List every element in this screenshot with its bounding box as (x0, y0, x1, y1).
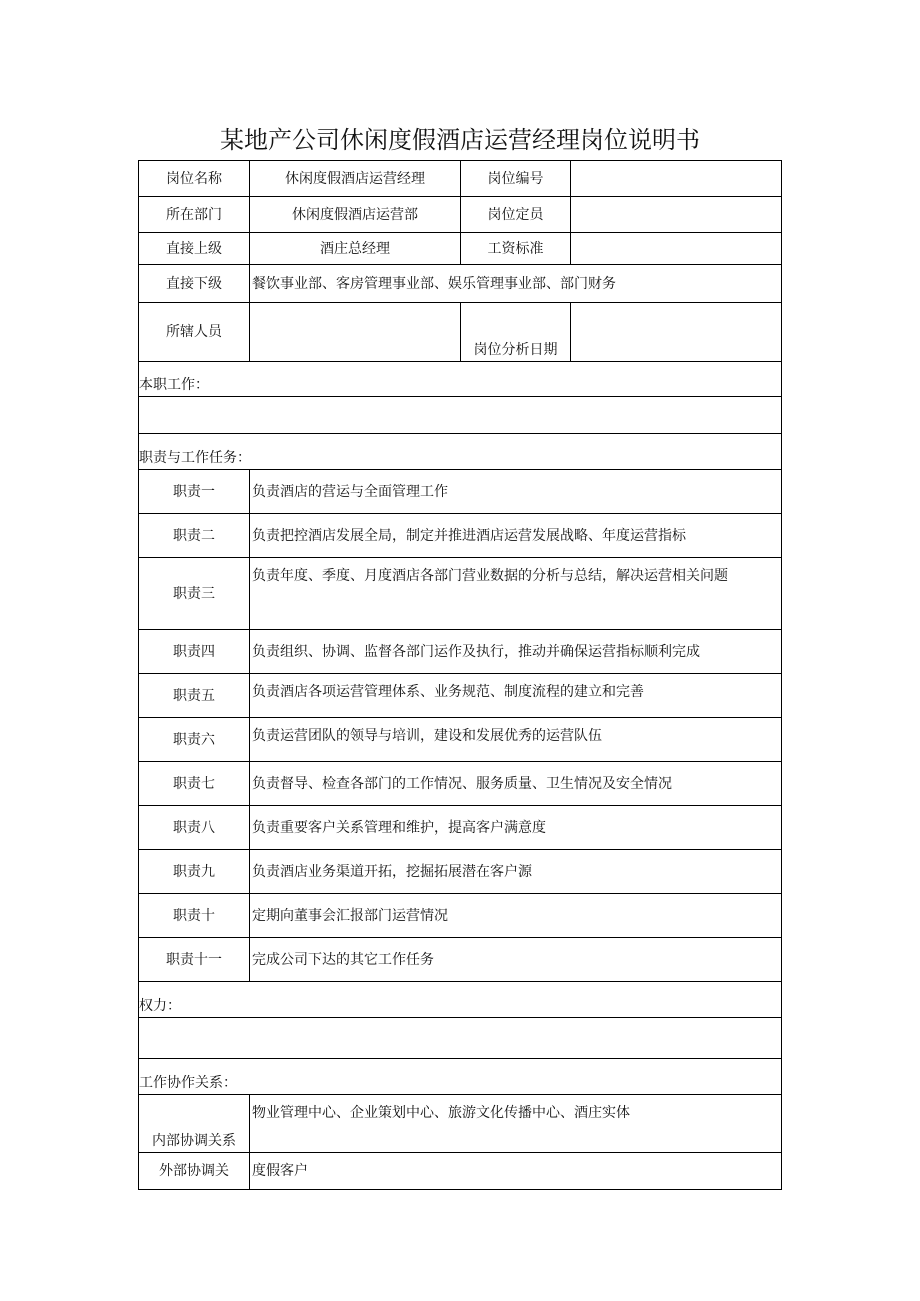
relation-row (139, 1095, 782, 1153)
duty-row (139, 558, 782, 630)
duty-row (139, 630, 782, 674)
info-row (139, 265, 782, 303)
external-relations-value: 度假客户 (250, 1153, 782, 1190)
duty-desc: 负责年度、季度、月度酒店各部门营业数据的分析与总结，解决运营相关问题 (250, 558, 782, 630)
internal-relations-value: 物业管理中心、企业策划中心、旅游文化传播中心、酒庄实体 (250, 1095, 782, 1153)
duty-row (139, 762, 782, 806)
duty-desc: 负责酒店各项运营管理体系、业务规范、制度流程的建立和完善 (250, 674, 782, 718)
duty-desc: 定期向董事会汇报部门运营情况 (250, 894, 782, 938)
external-relations-label: 外部协调关 (139, 1153, 250, 1190)
duty-row (139, 514, 782, 558)
salary-label: 工资标准 (461, 233, 571, 265)
duty-name: 职责十一 (139, 938, 250, 982)
section-content-row (139, 397, 782, 434)
duty-name: 职责十 (139, 894, 250, 938)
page-title: 某地产公司休闲度假酒店运营经理岗位说明书 (220, 126, 700, 154)
section-row (139, 982, 782, 1018)
section-row (139, 1059, 782, 1095)
internal-relations-label: 内部协调关系 (139, 1095, 250, 1153)
duty-name: 职责八 (139, 806, 250, 850)
position-name-value: 休闲度假酒店运营经理 (250, 161, 461, 197)
section-row (139, 362, 782, 397)
info-row (139, 303, 782, 362)
duty-row (139, 938, 782, 982)
department-label: 所在部门 (139, 197, 250, 233)
duty-desc: 负责酒店的营运与全面管理工作 (250, 470, 782, 514)
duty-desc: 负责把控酒店发展全局，制定并推进酒店运营发展战略、年度运营指标 (250, 514, 782, 558)
duty-desc: 负责酒店业务渠道开拓，挖掘拓展潜在客户源 (250, 850, 782, 894)
relations-label: 工作协作关系： (139, 1059, 782, 1095)
position-name-label: 岗位名称 (139, 161, 250, 197)
duty-name: 职责一 (139, 470, 250, 514)
authority-label: 权力： (139, 982, 782, 1018)
duty-name: 职责九 (139, 850, 250, 894)
info-row (139, 161, 782, 197)
duty-row (139, 470, 782, 514)
section-row (139, 434, 782, 470)
superior-value: 酒庄总经理 (250, 233, 461, 265)
duty-name: 职责七 (139, 762, 250, 806)
duty-row (139, 674, 782, 718)
staff-value (250, 303, 461, 362)
info-row (139, 233, 782, 265)
main-work-label: 本职工作： (139, 362, 782, 397)
duty-desc: 负责督导、检查各部门的工作情况、服务质量、卫生情况及安全情况 (250, 762, 782, 806)
superior-label: 直接上级 (139, 233, 250, 265)
relation-row (139, 1153, 782, 1190)
section-content-row (139, 1018, 782, 1059)
duty-name: 职责六 (139, 718, 250, 762)
staff-label: 所辖人员 (139, 303, 250, 362)
duty-name: 职责四 (139, 630, 250, 674)
salary-value (571, 233, 782, 265)
duty-row (139, 718, 782, 762)
main-work-content (139, 397, 782, 434)
subordinate-label: 直接下级 (139, 265, 250, 303)
job-description-table (138, 160, 782, 1190)
duty-desc: 完成公司下达的其它工作任务 (250, 938, 782, 982)
analysis-date-label: 岗位分析日期 (461, 303, 571, 362)
position-no-label: 岗位编号 (461, 161, 571, 197)
duties-label: 职责与工作任务： (139, 434, 782, 470)
headcount-value (571, 197, 782, 233)
subordinate-value: 餐饮事业部、客房管理事业部、娱乐管理事业部、部门财务 (250, 265, 782, 303)
analysis-date-value (571, 303, 782, 362)
department-value: 休闲度假酒店运营部 (250, 197, 461, 233)
headcount-label: 岗位定员 (461, 197, 571, 233)
duty-row (139, 850, 782, 894)
duty-row (139, 894, 782, 938)
info-row (139, 197, 782, 233)
duty-name: 职责三 (139, 558, 250, 630)
duty-desc: 负责运营团队的领导与培训，建设和发展优秀的运营队伍 (250, 718, 782, 762)
duty-desc: 负责组织、协调、监督各部门运作及执行，推动并确保运营指标顺利完成 (250, 630, 782, 674)
position-no-value (571, 161, 782, 197)
duty-name: 职责五 (139, 674, 250, 718)
duty-desc: 负责重要客户关系管理和维护，提高客户满意度 (250, 806, 782, 850)
duty-row (139, 806, 782, 850)
authority-content (139, 1018, 782, 1059)
duty-name: 职责二 (139, 514, 250, 558)
